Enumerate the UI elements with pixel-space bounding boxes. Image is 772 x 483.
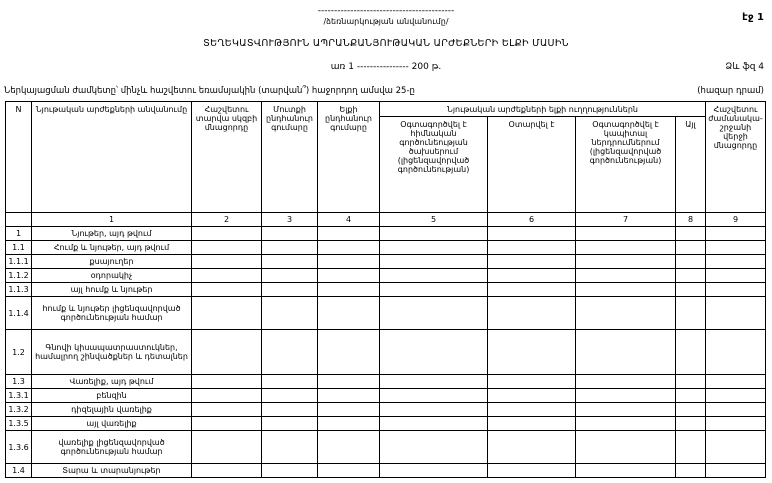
table-row xyxy=(6,417,766,431)
cell-income-total[interactable] xyxy=(262,403,318,417)
table-row xyxy=(6,241,766,255)
cell-income-total[interactable] xyxy=(262,227,318,241)
cell-start-balance[interactable] xyxy=(192,241,262,255)
cell-end-balance[interactable] xyxy=(706,464,766,478)
row-number: 1.2 xyxy=(6,330,32,375)
cell-used-main[interactable] xyxy=(380,297,488,330)
cell-other[interactable] xyxy=(676,375,706,389)
cell-alienated[interactable] xyxy=(488,417,576,431)
cell-end-balance[interactable] xyxy=(706,283,766,297)
cell-alienated[interactable] xyxy=(488,255,576,269)
row-number: 1.1 xyxy=(6,241,32,255)
table-header-row-1 xyxy=(6,102,766,117)
table-row xyxy=(6,255,766,269)
colnum-8: 8 xyxy=(676,213,706,227)
row-name: Նյութեր, այդ թվում xyxy=(32,227,192,241)
cell-alienated[interactable] xyxy=(488,283,576,297)
cell-used-capital[interactable] xyxy=(576,403,676,417)
cell-used-capital[interactable] xyxy=(576,255,676,269)
cell-income-total[interactable] xyxy=(262,464,318,478)
table-row xyxy=(6,297,766,330)
cell-start-balance[interactable] xyxy=(192,417,262,431)
cell-other[interactable] xyxy=(676,241,706,255)
header-n: N xyxy=(6,102,32,213)
cell-income-total[interactable] xyxy=(262,431,318,464)
cell-outgo-total[interactable] xyxy=(318,417,380,431)
row-name: հումք և նյութեր լիցենզավորված գործունեության համար xyxy=(32,297,192,330)
cell-used-capital[interactable] xyxy=(576,297,676,330)
table-row xyxy=(6,227,766,241)
cell-income-total[interactable] xyxy=(262,269,318,283)
cell-used-capital[interactable] xyxy=(576,227,676,241)
cell-other[interactable] xyxy=(676,403,706,417)
cell-outgo-total[interactable] xyxy=(318,297,380,330)
header-outgo-directions-group: Նյութական արժեքների ելքի ուղղություններն xyxy=(380,102,706,117)
cell-used-capital[interactable] xyxy=(576,330,676,375)
row-number: 1.3 xyxy=(6,375,32,389)
cell-end-balance[interactable] xyxy=(706,403,766,417)
colnum-2: 2 xyxy=(192,213,262,227)
row-number: 1.4 xyxy=(6,464,32,478)
header-used-capital-investments: Օգտագործվել է կապիտալ ներդրումներում (լիցենզավորված գործունեության) xyxy=(576,117,676,213)
cell-end-balance[interactable] xyxy=(706,297,766,330)
cell-outgo-total[interactable] xyxy=(318,255,380,269)
document-page xyxy=(0,6,772,483)
header-other: Այլ xyxy=(676,117,706,213)
row-name: Հումք և նյութեր, այդ թվում xyxy=(32,241,192,255)
header-material-names: Նյութական արժեքների անվանումը xyxy=(32,102,192,213)
colnum-9: 9 xyxy=(706,213,766,227)
table-row xyxy=(6,431,766,464)
cell-start-balance[interactable] xyxy=(192,269,262,283)
row-number: 1.1.2 xyxy=(6,269,32,283)
row-number: 1.1.4 xyxy=(6,297,32,330)
table-row xyxy=(6,464,766,478)
cell-used-capital[interactable] xyxy=(576,269,676,283)
cell-other[interactable] xyxy=(676,330,706,375)
cell-alienated[interactable] xyxy=(488,389,576,403)
cell-start-balance[interactable] xyxy=(192,255,262,269)
table-row xyxy=(6,403,766,417)
cell-start-balance[interactable] xyxy=(192,389,262,403)
row-name: դիզելային վառելիք xyxy=(32,403,192,417)
cell-income-total[interactable] xyxy=(262,330,318,375)
cell-used-main[interactable] xyxy=(380,269,488,283)
cell-end-balance[interactable] xyxy=(706,330,766,375)
cell-end-balance[interactable] xyxy=(706,269,766,283)
cell-alienated[interactable] xyxy=(488,297,576,330)
presentation-deadline-note: Ներկայացման ժամկետը՝ մինչև հաշվետու եռամսյակին (տարվան՞) հաջորդող ամսվա 25-ը xyxy=(4,86,415,96)
cell-alienated[interactable] xyxy=(488,241,576,255)
cell-income-total[interactable] xyxy=(262,255,318,269)
cell-other[interactable] xyxy=(676,255,706,269)
table-row xyxy=(6,330,766,375)
header-end-balance: Հաշվետու ժամանակա-շրջանի վերջի մնացորդը xyxy=(706,102,766,213)
row-number: 1 xyxy=(6,227,32,241)
row-name: վառելիք լիցենզավորված գործունեության համար xyxy=(32,431,192,464)
cell-used-capital[interactable] xyxy=(576,464,676,478)
cell-end-balance[interactable] xyxy=(706,417,766,431)
cell-other[interactable] xyxy=(676,269,706,283)
row-number: 1.1.3 xyxy=(6,283,32,297)
cell-start-balance[interactable] xyxy=(192,283,262,297)
cell-end-balance[interactable] xyxy=(706,255,766,269)
cell-start-balance[interactable] xyxy=(192,403,262,417)
page-number: էջ 1 xyxy=(742,12,764,23)
cell-outgo-total[interactable] xyxy=(318,375,380,389)
cell-start-balance[interactable] xyxy=(192,227,262,241)
cell-end-balance[interactable] xyxy=(706,375,766,389)
row-number: 1.3.5 xyxy=(6,417,32,431)
document-title: ՏԵՂԵԿԱՏՎՈՒԹՅՈՒՆ ԱՊՐԱՆՔԱՆՅՈՒԹԱԿԱՆ ԱՐԺԵՔՆԵՐԻ ԵԼՔԻ ՄԱՍԻՆ xyxy=(203,38,569,49)
table-row xyxy=(6,389,766,403)
header-outgo-total: Ելքի ընդհանուր գումարը xyxy=(318,102,380,213)
cell-other[interactable] xyxy=(676,227,706,241)
cell-start-balance[interactable] xyxy=(192,464,262,478)
cell-income-total[interactable] xyxy=(262,297,318,330)
row-name: բենզին xyxy=(32,389,192,403)
cell-other[interactable] xyxy=(676,431,706,464)
colnum-6: 6 xyxy=(488,213,576,227)
cell-used-capital[interactable] xyxy=(576,375,676,389)
cell-used-main[interactable] xyxy=(380,330,488,375)
cell-alienated[interactable] xyxy=(488,464,576,478)
cell-used-capital[interactable] xyxy=(576,241,676,255)
header-income-total: Մուտքի ընդհանուր գումարը xyxy=(262,102,318,213)
column-number-row xyxy=(6,213,766,227)
row-name: այլ վառելիք xyxy=(32,417,192,431)
cell-outgo-total[interactable] xyxy=(318,269,380,283)
cell-end-balance[interactable] xyxy=(706,389,766,403)
period-line: առ 1 ---------------- 200 թ. xyxy=(330,62,442,72)
cell-other[interactable] xyxy=(676,297,706,330)
table-body xyxy=(6,227,766,478)
cell-alienated[interactable] xyxy=(488,403,576,417)
cell-used-main[interactable] xyxy=(380,283,488,297)
cell-used-capital[interactable] xyxy=(576,389,676,403)
row-name: այլ հումք և նյութեր xyxy=(32,283,192,297)
cell-outgo-total[interactable] xyxy=(318,330,380,375)
cell-end-balance[interactable] xyxy=(706,227,766,241)
row-number: 1.3.2 xyxy=(6,403,32,417)
cell-used-capital[interactable] xyxy=(576,283,676,297)
header-start-balance: Հաշվետու տարվա սկզբի մնացորդը xyxy=(192,102,262,213)
cell-used-main[interactable] xyxy=(380,241,488,255)
currency-note: (հազար դրամ) xyxy=(697,86,764,96)
row-number: 1.3.1 xyxy=(6,389,32,403)
table-row xyxy=(6,375,766,389)
table-row xyxy=(6,269,766,283)
cell-used-main[interactable] xyxy=(380,375,488,389)
row-name: քսայուղեր xyxy=(32,255,192,269)
cell-outgo-total[interactable] xyxy=(318,389,380,403)
cell-end-balance[interactable] xyxy=(706,241,766,255)
colnum-3: 3 xyxy=(262,213,318,227)
cell-start-balance[interactable] xyxy=(192,431,262,464)
cell-outgo-total[interactable] xyxy=(318,403,380,417)
notes-line xyxy=(0,86,772,99)
cell-start-balance[interactable] xyxy=(192,375,262,389)
cell-alienated[interactable] xyxy=(488,227,576,241)
cell-alienated[interactable] xyxy=(488,269,576,283)
organization-note: /ձեռնարկության անվանումը/ xyxy=(323,17,449,26)
row-name: Վառելիք, այդ թվում xyxy=(32,375,192,389)
row-number: 1.1.1 xyxy=(6,255,32,269)
cell-outgo-total[interactable] xyxy=(318,283,380,297)
header-alienated: Օտարվել է xyxy=(488,117,576,213)
cell-alienated[interactable] xyxy=(488,330,576,375)
colnum-0 xyxy=(6,213,32,227)
row-name: Գնովի կիսապատրաստուկներ, համալրող շինվածքներ և դետալներ xyxy=(32,330,192,375)
header-dash-line: ------------------------------------------ xyxy=(317,6,455,16)
cell-used-main[interactable] xyxy=(380,431,488,464)
cell-used-main[interactable] xyxy=(380,464,488,478)
colnum-5: 5 xyxy=(380,213,488,227)
cell-other[interactable] xyxy=(676,417,706,431)
header-used-main-activity: Օգտագործվել է հիմնական գործունեության ծախսերում (լիցենզավորված գործունեության) xyxy=(380,117,488,213)
cell-other[interactable] xyxy=(676,389,706,403)
cell-outgo-total[interactable] xyxy=(318,431,380,464)
cell-other[interactable] xyxy=(676,464,706,478)
cell-used-main[interactable] xyxy=(380,403,488,417)
cell-income-total[interactable] xyxy=(262,417,318,431)
row-number: 1.3.6 xyxy=(6,431,32,464)
cell-other[interactable] xyxy=(676,283,706,297)
cell-end-balance[interactable] xyxy=(706,431,766,464)
cell-used-main[interactable] xyxy=(380,227,488,241)
cell-income-total[interactable] xyxy=(262,241,318,255)
materials-outgo-table xyxy=(5,101,766,478)
cell-alienated[interactable] xyxy=(488,431,576,464)
cell-outgo-total[interactable] xyxy=(318,241,380,255)
cell-income-total[interactable] xyxy=(262,375,318,389)
cell-start-balance[interactable] xyxy=(192,297,262,330)
cell-alienated[interactable] xyxy=(488,375,576,389)
cell-outgo-total[interactable] xyxy=(318,227,380,241)
colnum-4: 4 xyxy=(318,213,380,227)
cell-used-capital[interactable] xyxy=(576,417,676,431)
cell-used-capital[interactable] xyxy=(576,431,676,464)
cell-income-total[interactable] xyxy=(262,389,318,403)
row-name: Տարա և տարանյութեր xyxy=(32,464,192,478)
cell-used-main[interactable] xyxy=(380,417,488,431)
colnum-7: 7 xyxy=(576,213,676,227)
table-row xyxy=(6,283,766,297)
cell-start-balance[interactable] xyxy=(192,330,262,375)
colnum-1: 1 xyxy=(32,213,192,227)
cell-used-main[interactable] xyxy=(380,389,488,403)
cell-income-total[interactable] xyxy=(262,283,318,297)
cell-used-main[interactable] xyxy=(380,255,488,269)
form-number: Ձև ֆզ 4 xyxy=(725,62,764,72)
row-name: օդորակիչ xyxy=(32,269,192,283)
cell-outgo-total[interactable] xyxy=(318,464,380,478)
